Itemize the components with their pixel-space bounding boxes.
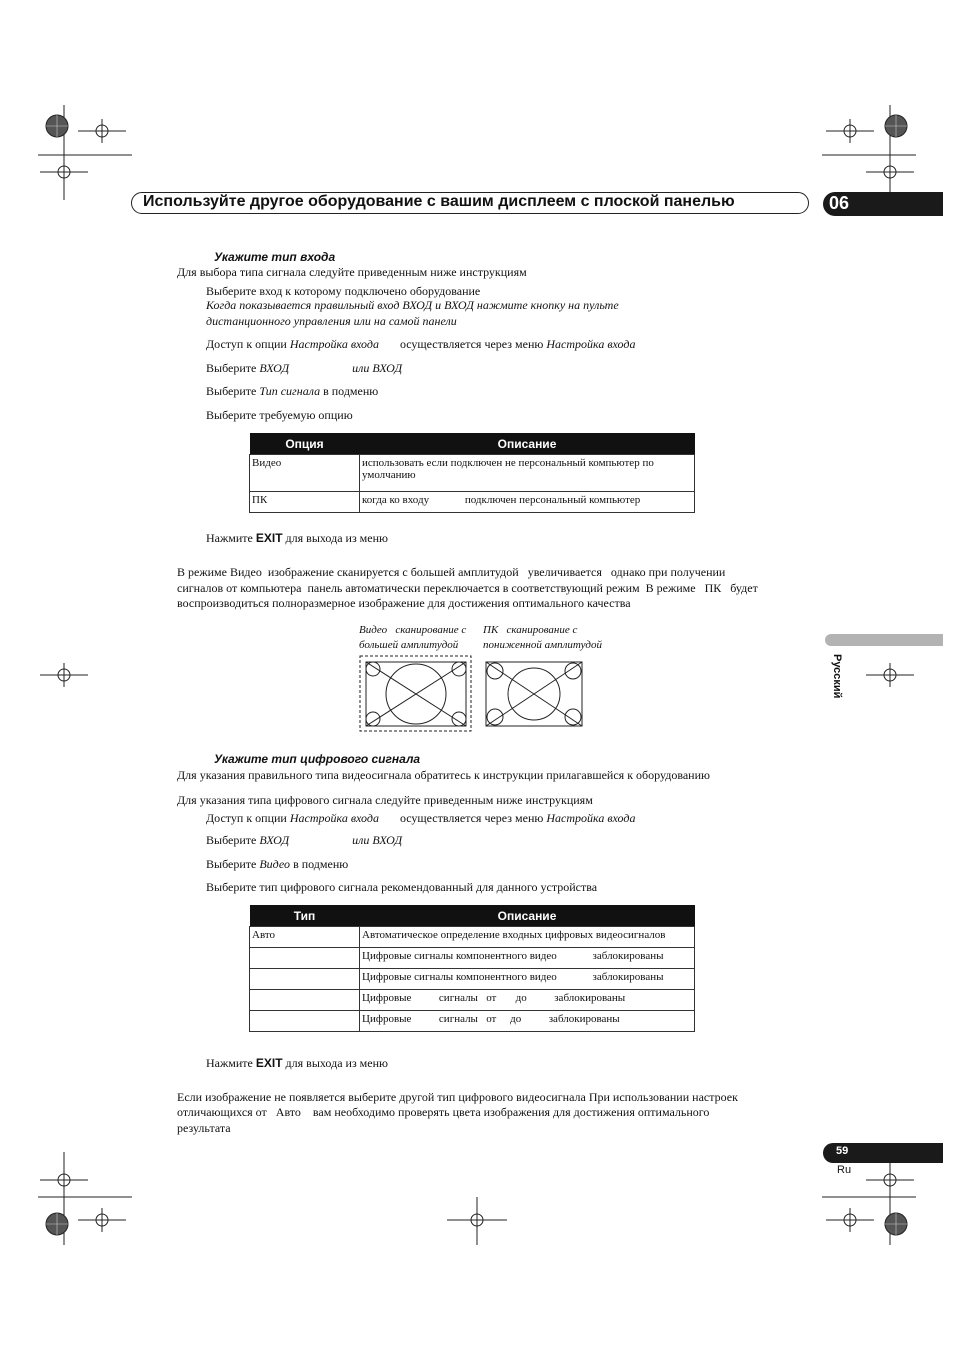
step-note: дистанционного управления или на самой панели <box>206 314 457 328</box>
section-heading-digital-signal: Укажите тип цифрового сигнала <box>214 752 421 766</box>
text-run: Выберите <box>206 833 260 847</box>
step-text <box>206 833 402 848</box>
table-cell: Автоматическое определение входных цифровых видеосигналов <box>360 927 695 948</box>
input-name: ВХОД или ВХОД <box>259 361 403 375</box>
table-cell: Цифровые сигналы компонентного видео заблокированы <box>360 969 695 990</box>
menu-name: Видео <box>259 857 291 871</box>
paragraph-line: отличающихся от Авто вам необходимо проверять цвета изображения для достижения оптимального <box>177 1105 710 1119</box>
paragraph-line: результата <box>177 1121 231 1135</box>
scan-mode-figure <box>356 654 588 734</box>
table-header: Тип <box>250 905 360 927</box>
figure-caption-video <box>359 623 466 653</box>
exit-instruction <box>206 1056 388 1071</box>
table-row <box>250 1011 695 1032</box>
text-run: Доступ к опции <box>206 811 290 825</box>
step-text <box>206 337 635 352</box>
intro-text: Для указания правильного типа видеосигнала обратитесь к инструкции прилагавшейся к оборудованию <box>177 768 710 782</box>
intro-text: Для указания типа цифрового сигнала следуйте приведенным ниже инструкциям <box>177 793 593 807</box>
text-run: для выхода из меню <box>282 1056 388 1070</box>
text-run: Выберите <box>206 361 260 375</box>
text-run: Нажмите <box>206 1056 256 1070</box>
table-header: Описание <box>360 433 695 455</box>
menu-name: Тип сигнала <box>259 384 321 398</box>
table-header: Опция <box>250 433 360 455</box>
table-header-row <box>250 905 695 927</box>
page-title: Используйте другое оборудование с вашим дисплеем с плоской панелью <box>143 193 735 210</box>
table-cell: Цифровые сигналы от до заблокированы <box>360 1011 695 1032</box>
language-tab <box>825 634 943 646</box>
exit-key: EXIT <box>255 1056 283 1070</box>
language-label: Русский <box>831 654 843 699</box>
step-note: Когда показывается правильный вход ВХОД и ВХОД нажмите кнопку на пульте <box>206 298 619 312</box>
step-text <box>206 811 635 826</box>
exit-key: EXIT <box>255 531 283 545</box>
caption-line: Видео сканирование с <box>359 624 467 636</box>
step-text <box>206 361 402 376</box>
intro-text: Для выбора типа сигнала следуйте приведенным ниже инструкциям <box>177 265 527 279</box>
paragraph-line: Если изображение не появляется выберите другой тип цифрового видеосигнала При использовании настроек <box>177 1090 738 1104</box>
step-text: Выберите вход к которому подключено оборудование <box>206 284 481 298</box>
paragraph-line: сигналов от компьютера панель автоматически переключается в соответствующий режим В режиме ПК будет <box>177 581 758 595</box>
menu-name: Настройка входа <box>289 337 379 351</box>
paragraph-line: воспроизводиться полноразмерное изображение для достижения оптимального качества <box>177 596 631 610</box>
caption-line: пониженной амплитудой <box>483 639 602 651</box>
input-name: ВХОД или ВХОД <box>259 833 403 847</box>
table-row <box>250 969 695 990</box>
table-cell: когда ко входу подключен персональный компьютер <box>360 492 695 513</box>
table-cell: ПК <box>250 492 360 513</box>
figure-caption-pc <box>483 623 602 653</box>
caption-line: большей амплитудой <box>359 639 459 651</box>
table-row <box>250 927 695 948</box>
page-language: Ru <box>837 1164 852 1176</box>
text-run: осуществляется через меню <box>378 337 547 351</box>
table-cell <box>250 948 360 969</box>
signal-type-table <box>249 905 695 1032</box>
menu-name: Настройка входа <box>289 811 379 825</box>
text-run: в подменю <box>290 857 349 871</box>
text-run: осуществляется через меню <box>378 811 547 825</box>
page-number: 59 <box>836 1145 849 1157</box>
menu-name: Настройка входа <box>546 811 636 825</box>
caption-line: ПК сканирование с <box>483 624 578 636</box>
table-cell <box>250 969 360 990</box>
text-run: Доступ к опции <box>206 337 290 351</box>
paragraph-line: В режиме Видео изображение сканируется с большей амплитудой увеличивается однако при получении <box>177 565 726 579</box>
section-heading-input-type: Укажите тип входа <box>214 250 336 264</box>
table-row <box>250 492 695 513</box>
exit-instruction <box>206 531 388 546</box>
text-run: Выберите <box>206 857 260 871</box>
table-cell: Видео <box>250 455 360 492</box>
table-cell: Цифровые сигналы от до заблокированы <box>360 990 695 1011</box>
table-row <box>250 948 695 969</box>
step-text: Выберите тип цифрового сигнала рекомендованный для данного устройства <box>206 880 598 894</box>
text-run: Нажмите <box>206 531 256 545</box>
table-cell <box>250 1011 360 1032</box>
step-text <box>206 384 378 399</box>
table-row <box>250 455 695 492</box>
table-header-row <box>250 433 695 455</box>
chapter-number: 06 <box>829 193 850 213</box>
table-cell: Авто <box>250 927 360 948</box>
text-run: Выберите <box>206 384 260 398</box>
menu-name: Настройка входа <box>546 337 636 351</box>
table-cell: Цифровые сигналы компонентного видео заблокированы <box>360 948 695 969</box>
text-run: в подменю <box>320 384 379 398</box>
step-text <box>206 857 348 872</box>
table-cell <box>250 990 360 1011</box>
text-run: для выхода из меню <box>282 531 388 545</box>
table-cell: использовать если подключен не персональный компьютер по умолчанию <box>360 455 695 492</box>
options-table <box>249 433 695 513</box>
step-text: Выберите требуемую опцию <box>206 408 353 422</box>
table-row <box>250 990 695 1011</box>
table-header: Описание <box>360 905 695 927</box>
